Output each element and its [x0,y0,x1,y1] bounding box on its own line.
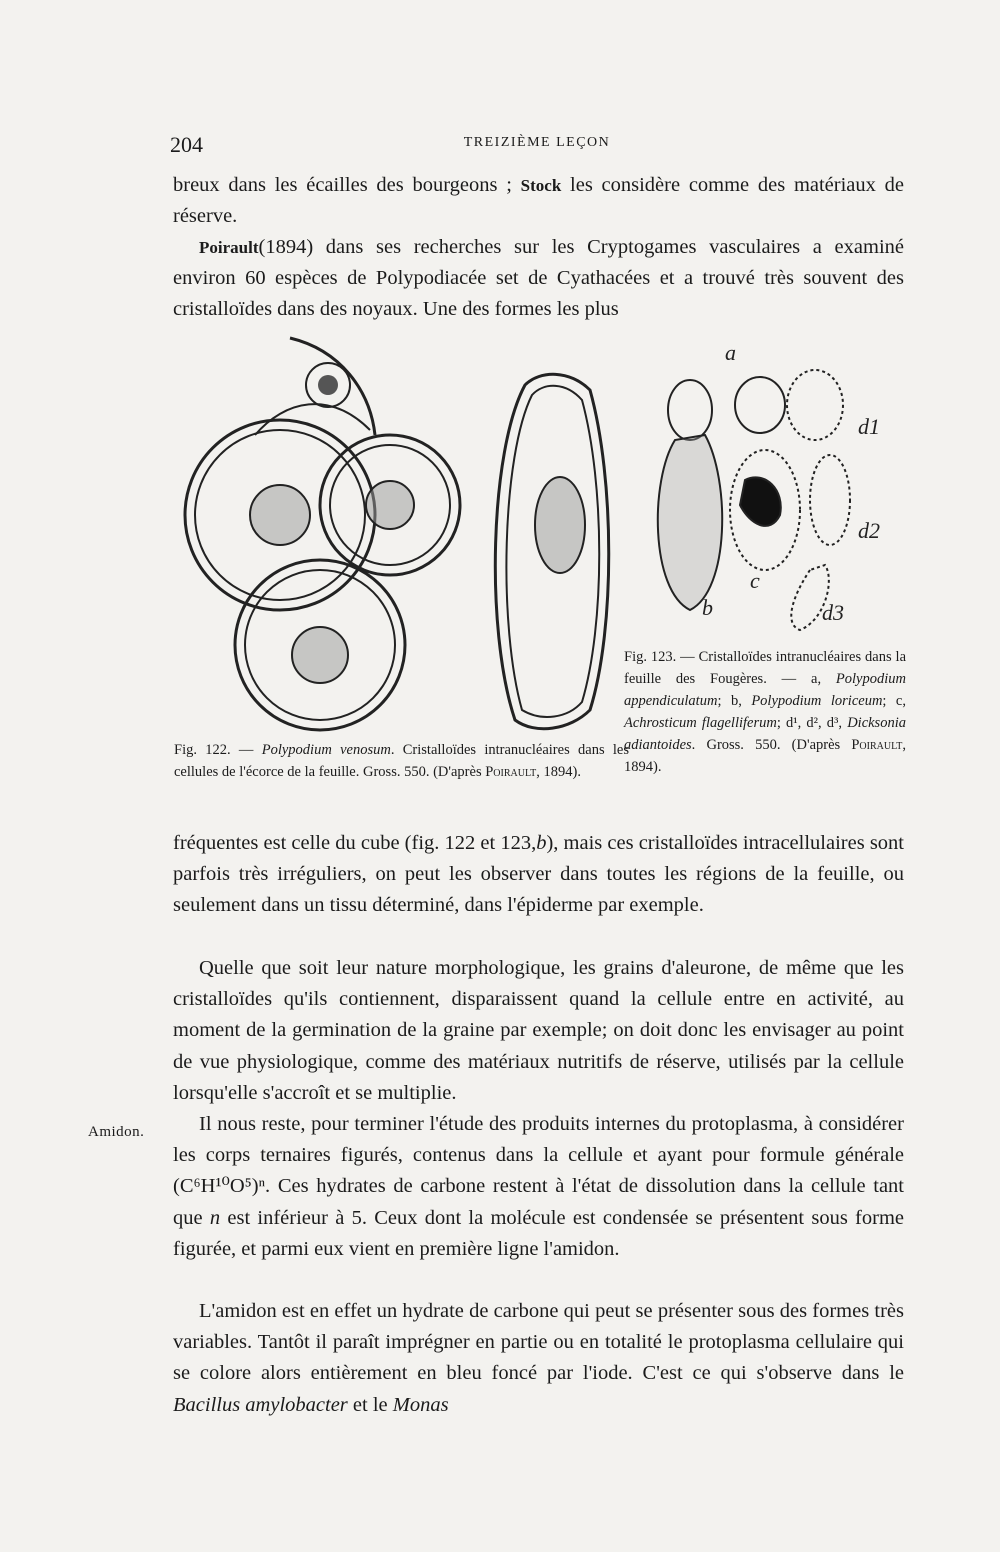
label-d3: d3 [822,600,844,625]
label-b: b [702,595,713,620]
paragraph-5: Il nous reste, pour terminer l'étude des produits internes du protoplasma, à considérer les corps ternaires figurés, contenus dans la cellule et ayant pour formule générale (C⁶H¹⁰O⁵)ⁿ. Ces hydrates de carbone restent à l'état de dissolution dans la cellule tant que n est inférieur à 5. Ceux dont la molécule est condensée se présentent sous forme figurée, et parmi eux vient en première ligne l'amidon. [173,1113,904,1260]
paragraph-1: breux dans les écailles des bourgeons ; Stock les considère comme des matériaux de réserve. [173,174,904,228]
label-c: c [750,568,760,593]
page-header [170,132,904,162]
figures-122-123 [170,330,910,810]
paragraph-4: Quelle que soit leur nature morphologique, les grains d'aleurone, de même que les cristalloïdes qu'ils contiennent, disparaissent quand la cellule entre en activité, au moment de la germination de la graine par exemple; on doit donc les envisager au point de vue physiologique, comme des matériaux nutritifs de réserve, utilisés par la cellule lorsqu'elle s'accroît et se multiplie. [173,957,904,1104]
margin-note-amidon: Amidon. [88,1124,145,1140]
page-number: 204 [170,132,203,157]
fig122-cell-drawing [185,338,460,730]
paragraph-3: fréquentes est celle du cube (fig. 122 et 123,b), mais ces cristalloïdes intracellulaires sont parfois très irréguliers, on peut les observer dans toutes les régions de la feuille, ou seulement dans un tissu déterminé, dans l'épiderme par exemple. [173,832,904,917]
running-title: TREIZIÈME LEÇON [463,135,611,150]
label-d1: d1 [858,414,880,439]
fig122-elongated-cell [495,374,608,728]
author-stock: Stock [520,176,562,195]
label-a: a [725,340,736,365]
caption-fig-122: Fig. 122. — Polypodium venosum. Cristalloïdes intranucléaires dans les cellules de l'écorce de la feuille. Gross. 550. (D'après Poirault, 1894). [174,742,629,780]
label-d2: d2 [858,518,880,543]
paragraph-6: L'amidon est en effet un hydrate de carbone qui peut se présenter sous des formes très variables. Tantôt il paraît imprégner en partie ou en totalité le protoplasma cellulaire qui se colore alors entièrement en bleu foncé par l'iode. C'est ce qui s'observe dans le Bacillus amylobacter et le Monas [173,1300,904,1416]
caption-fig-123: Fig. 123. — Cristalloïdes intranucléaires dans la feuille des Fougères. — a, Polypodium appendiculatum; b, Polypodium loriceum; c, Achrosticum flagelliferum; d¹, d², d³, Dicksonia adiantoides. Gross. 550. (D'après Poirault, 1894). [624,649,906,775]
author-poirault: Poirault [199,238,259,257]
paragraph-2: Poirault(1894) dans ses recherches sur les Cryptogames vasculaires a examiné environ 60 espèces de Polypodiacée set de Cyathacées et a trouvé très souvent des cristalloïdes dans des noyaux. Une des formes les plus [173,236,904,321]
